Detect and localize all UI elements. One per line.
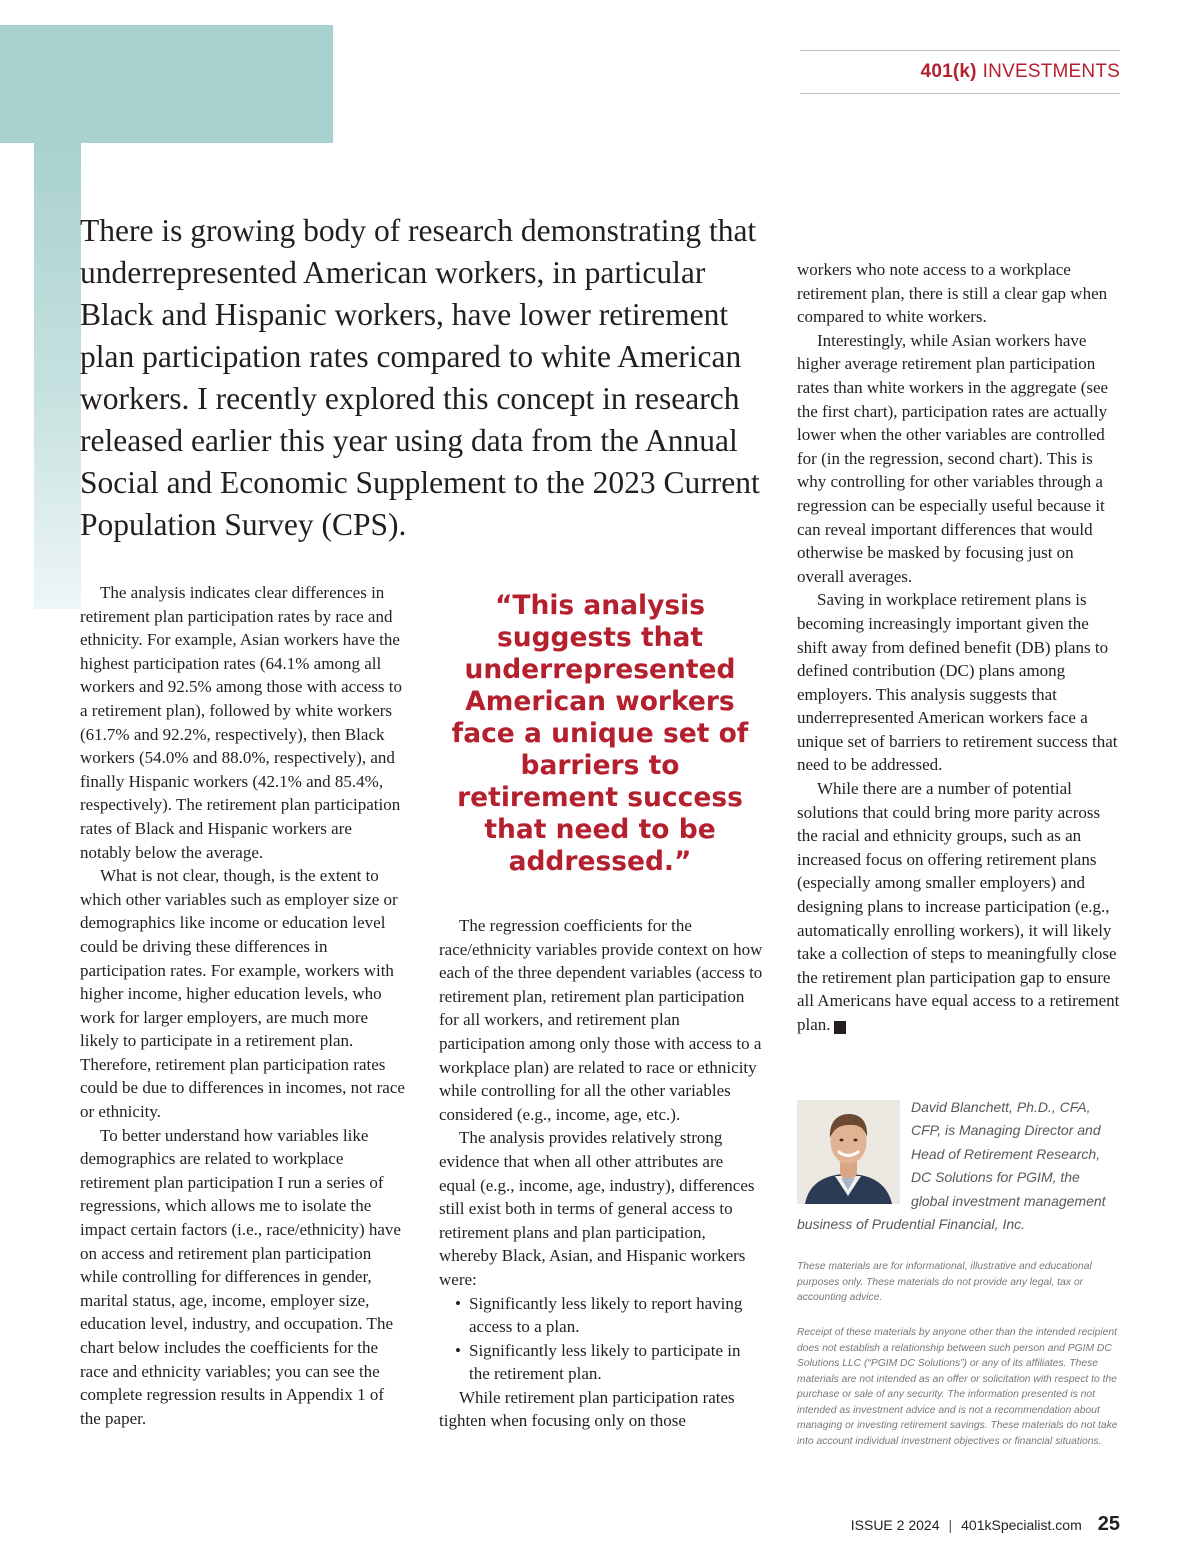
page-footer [851, 1513, 1120, 1536]
column-3 [797, 258, 1122, 1037]
body-paragraph: Saving in workplace retirement plans is becoming increasingly important given the shift away from defined benefit (DB) plans to defined contribution (DC) plans among employers. This analysis suggests that underrepresented American workers face a unique set of barriers to retirement success that need to be addressed. [797, 590, 1118, 775]
body-paragraph: The analysis indicates clear differences in retirement plan participation rates by race and ethnicity. For example, Asian workers have the highest participation rates (64.1% among all workers and 92.5% among those with access to a retirement plan), followed by white workers (61.7% and 92.2%, respectively), then Black workers (54.0% and 88.0%, respectively), and finally Hispanic workers (42.1% and 85.4%, respectively). The retirement plan participation rates of Black and Hispanic workers are notably below the average. [80, 583, 402, 862]
bullet-item [439, 1339, 764, 1386]
decorative-drop-cap-bar [0, 25, 333, 143]
column-1 [80, 581, 405, 1430]
page-number: 25 [1097, 1513, 1120, 1535]
body-paragraph-text: While there are a number of potential solutions that could bring more parity across the racial and ethnicity groups, such as an increased focus on offering retirement plans (especially among smaller employers) and designing plans to increase participation (e.g., automatically enrolling workers), it will likely take a collection of steps to meaningfully close the retirement plan participation gap to ensure all Americans have equal access to a retirement plan. [797, 779, 1120, 1034]
body-paragraph: What is not clear, though, is the extent to which other variables such as employer size or demographics like income or education level could be driving these differences in participation rates. For example, workers with higher income, higher education levels, who work for larger employers, are much more likely to participate in a retirement plan. Therefore, retirement plan participation rates could be due to differences in incomes, not race or ethnicity. [80, 866, 405, 1122]
bullet-text: Significantly less likely to report having access to a plan. [469, 1293, 743, 1337]
disclaimer-paragraph: These materials are for informational, illustrative and educational purposes only. These materials do not provide any legal, tax or accounting advice. [797, 1261, 1092, 1303]
bullet-text: Significantly less likely to participate in the retirement plan. [469, 1340, 741, 1384]
body-paragraph: Interestingly, while Asian workers have higher average retirement plan participation rates than white workers in the aggregate (see the first chart), participation rates are actually lower when the other variables are controlled for (in the regression, second chart). This is why controlling for other variables through a regression can be especially useful because it can reveal important differences that would otherwise be masked by focusing just on overall averages. [797, 330, 1109, 586]
section-header-label: INVESTMENTS [982, 61, 1120, 82]
decorative-drop-cap-stem [34, 143, 81, 609]
issue-label: ISSUE 2 2024 [850, 1517, 940, 1533]
section-header [800, 50, 1120, 94]
body-paragraph: The analysis provides relatively strong evidence that when all other attributes are equal (e.g., income, age, industry), differences still exist both in terms of general access to retirement plans and plan participation, whereby Black, Asian, and Hispanic workers were: [439, 1128, 755, 1289]
body-paragraph: While retirement plan participation rates tighten when focusing only on those [439, 1387, 735, 1431]
bullet-list [439, 1292, 764, 1386]
end-mark-icon: K [834, 1021, 846, 1034]
footer-separator: | [948, 1517, 953, 1533]
disclaimer-paragraph: Receipt of these materials by anyone other than the intended recipient does not establish a relationship between such person and PGIM DC Solutions LLC (“PGIM DC Solutions”) or any of its affiliates. These materials are not intended as an offer or solicitation with respect to the purchase or sale of any security. The information presented is not intended as investment advice and is not a recommendation about managing or investing retirement savings. These materials do not take into account individual investment objectives or financial situations. [797, 1327, 1118, 1447]
bullet-icon: • [455, 1293, 461, 1313]
body-paragraph: workers who note access to a workplace retirement plan, there is still a clear gap when compared to white workers. [797, 260, 1108, 327]
section-header-label-strong: 401(k) [920, 61, 977, 82]
intro-paragraph: There is growing body of research demonstrating that underrepresented American workers, in particular Black and Hispanic workers, have lower retirement plan participation rates compared to white American workers. I recently explored this concept in research released earlier this year using data from the Annual Social and Economic Supplement to the 2023 Current Population Survey (CPS). [80, 213, 760, 542]
body-paragraph: To better understand how variables like demographics are related to workplace retirement plan participation I run a series of regressions, which allows me to isolate the impact certain factors (i.e., race/ethnicity) have on access and retirement plan participation while controlling for differences in gender, marital status, age, income, employer size, education level, industry, and occupation. The chart below includes the coefficients for the race and ethnicity variables; you can see the complete regression results in Appendix 1 of the paper. [80, 1125, 401, 1428]
pull-quote: “This analysis suggests that underrepresented American workers face a unique set of barriers to retirement success that need to be addressed.” [451, 590, 749, 877]
body-paragraph-final [797, 777, 1122, 1037]
author-bio [797, 1096, 1119, 1236]
author-bio-text: David Blanchett, Ph.D., CFA, CFP, is Managing Director and Head of Retirement Research, DC Solutions for PGIM, the global investment management business of Prudential Financial, Inc. [797, 1099, 1106, 1233]
website-label: 401kSpecialist.com [961, 1517, 1082, 1533]
column-2 [439, 914, 764, 1433]
bullet-item [439, 1292, 764, 1339]
bullet-icon: • [455, 1340, 461, 1360]
body-paragraph: The regression coefficients for the race/ethnicity variables provide context on how each of the three dependent variables (access to retirement plan, retirement plan participation for all workers, and retirement plan participation among only those with access to a workplace plan) are related to race or ethnicity while controlling for all the other variables considered (e.g., income, age, etc.). [439, 916, 763, 1124]
